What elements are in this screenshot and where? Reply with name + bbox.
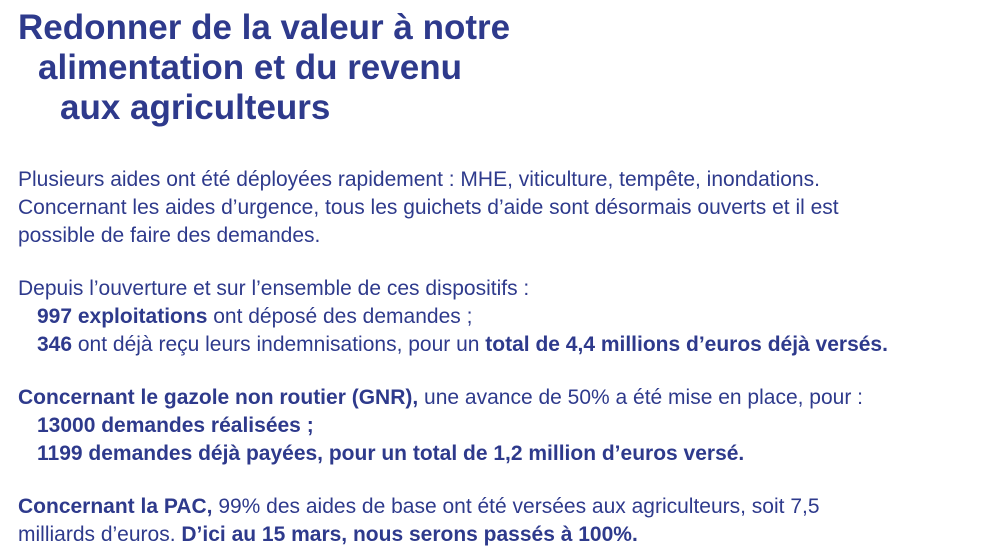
paragraph-aides	[18, 166, 993, 250]
dispositifs-item-1-text: ont déposé des demandes ;	[207, 305, 473, 328]
gnr-item-1: 13000 demandes réalisées ;	[37, 414, 314, 437]
aides-line-1: Plusieurs aides ont été déployées rapidement : MHE, viticulture, tempête, inondations.	[18, 168, 820, 191]
aides-line-3: possible de faire des demandes.	[18, 224, 321, 247]
paragraph-dispositifs	[18, 275, 993, 359]
paragraph-pac	[18, 493, 993, 549]
title-line-1: Redonner de la valeur à notre	[18, 8, 511, 47]
pac-text-2: milliards d’euros.	[18, 523, 182, 546]
dispositifs-intro: Depuis l’ouverture et sur l’ensemble de ces dispositifs :	[18, 277, 530, 300]
dispositifs-item-1	[18, 305, 472, 328]
exploitations-count: 997 exploitations	[37, 305, 208, 328]
dispositifs-item-2	[18, 333, 888, 356]
gnr-intro-text: une avance de 50% a été mise en place, pour :	[418, 386, 863, 409]
pac-deadline: D’ici au 15 mars, nous serons passés à 100%.	[181, 523, 638, 546]
page-title	[0, 8, 510, 128]
gnr-item-2: 1199 demandes déjà payées, pour un total de 1,2 million d’euros versé.	[37, 442, 745, 465]
pac-heading: Concernant la PAC,	[18, 495, 213, 518]
indemnisations-count: 346	[37, 333, 73, 356]
paragraph-gnr	[18, 384, 993, 468]
dispositifs-item-2-text: ont déjà reçu leurs indemnisations, pour un	[72, 333, 486, 356]
body-text	[18, 166, 993, 549]
gnr-heading: Concernant le gazole non routier (GNR),	[18, 386, 419, 409]
pac-text-1: 99% des aides de base ont été versées aux agriculteurs, soit 7,5	[212, 495, 820, 518]
title-line-3: aux agriculteurs	[60, 88, 331, 127]
total-verse: total de 4,4 millions d’euros déjà versés.	[485, 333, 888, 356]
title-line-2: alimentation et du revenu	[38, 48, 462, 87]
aides-line-2: Concernant les aides d’urgence, tous les guichets d’aide sont désormais ouverts et il est	[18, 196, 839, 219]
